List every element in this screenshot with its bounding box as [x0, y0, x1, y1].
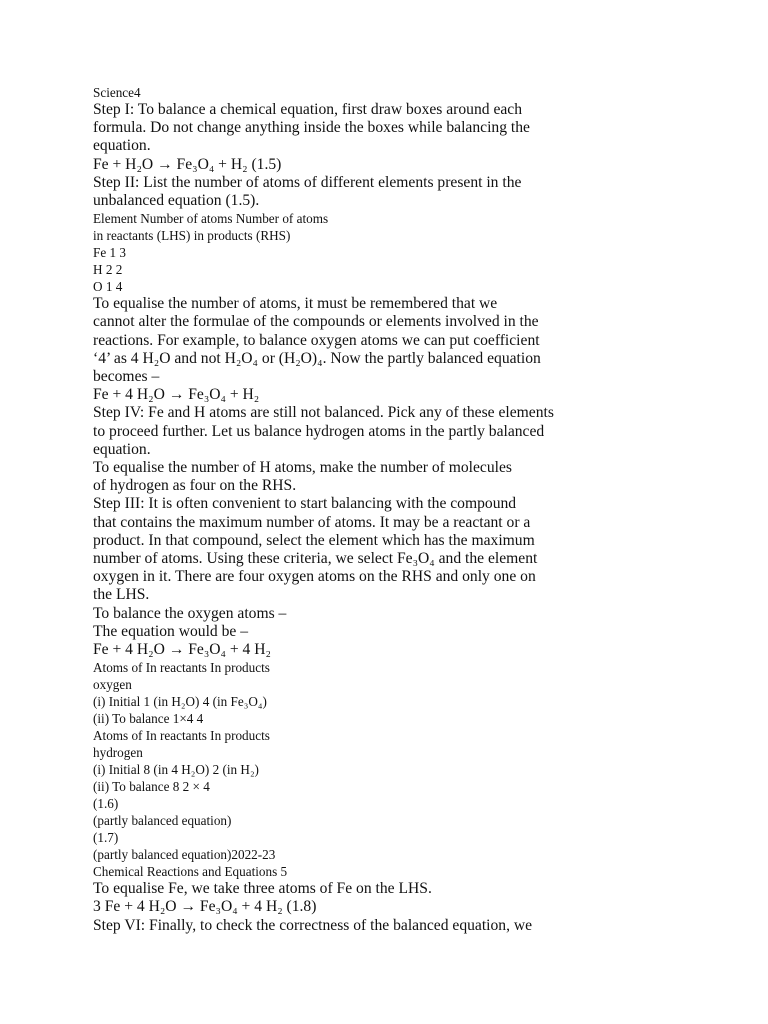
text-line: to proceed further. Let us balance hydrogen atoms in the partly balanced: [93, 422, 545, 440]
text-line: in reactants (LHS) in products (RHS): [93, 228, 291, 244]
text-line: Atoms of In reactants In products: [93, 728, 270, 744]
text-line: (i) Initial 8 (in 4 H₂O) 2 (in H₂): [93, 762, 259, 778]
text-line: The equation would be –: [93, 622, 249, 640]
text-line: (ii) To balance 8 2 × 4: [93, 779, 210, 795]
text-line: that contains the maximum number of atoms. It may be a reactant or a: [93, 513, 531, 531]
document-page: [93, 84, 763, 935]
page-header: Science4: [93, 85, 141, 100]
text-line: (1.7): [93, 830, 119, 846]
text-line: To balance the oxygen atoms –: [93, 604, 287, 622]
text-line: Element Number of atoms Number of atoms: [93, 211, 329, 227]
text-line: of hydrogen as four on the RHS.: [93, 477, 297, 495]
text-line: product. In that compound, select the element which has the maximum: [93, 531, 535, 549]
text-line: equation.: [93, 440, 151, 458]
text-line: To equalise Fe, we take three atoms of Fe on the LHS.: [93, 880, 432, 898]
text-line: Fe + H₂O → Fe₃O₄ + H₂ (1.5): [93, 155, 282, 173]
text-line: H 2 2: [93, 262, 123, 278]
text-line: Chemical Reactions and Equations 5: [93, 864, 288, 880]
text-line: Fe 1 3: [93, 245, 126, 261]
text-line: oxygen in it. There are four oxygen atoms on the RHS and only one on: [93, 568, 536, 586]
text-line: Fe + 4 H₂O → Fe₃O₄ + 4 H₂: [93, 641, 271, 659]
text-line: Fe + 4 H₂O → Fe₃O₄ + H₂: [93, 386, 260, 404]
text-line: reactions. For example, to balance oxygen atoms we can put coefficient: [93, 331, 540, 349]
text-line: To equalise the number of H atoms, make the number of molecules: [93, 459, 512, 477]
text-line: Step I: To balance a chemical equation, first draw boxes around each: [93, 101, 523, 118]
text-line: (i) Initial 1 (in H₂O) 4 (in Fe₃O₄): [93, 694, 267, 710]
text-line: Step IV: Fe and H atoms are still not balanced. Pick any of these elements: [93, 404, 554, 422]
text-line: equation.: [93, 137, 151, 155]
text-line: Step VI: Finally, to check the correctness of the balanced equation, we: [93, 916, 533, 934]
text-line: Step II: List the number of atoms of different elements present in the: [93, 173, 522, 191]
text-line: becomes –: [93, 368, 160, 386]
text-line: hydrogen: [93, 745, 143, 761]
text-line: O 1 4: [93, 279, 123, 295]
text-line: (partly balanced equation): [93, 813, 232, 829]
text-line: formula. Do not change anything inside the boxes while balancing the: [93, 119, 530, 137]
text-line: (partly balanced equation)2022-23: [93, 847, 276, 863]
text-line: ‘4’ as 4 H₂O and not H₂O₄ or (H₂O)₄. Now the partly balanced equation: [93, 349, 541, 367]
text-line: oxygen: [93, 677, 132, 693]
text-line: (1.6): [93, 796, 119, 812]
text-line: Atoms of In reactants In products: [93, 660, 270, 676]
text-line: number of atoms. Using these criteria, we select Fe₃O₄ and the element: [93, 550, 538, 568]
text-line: cannot alter the formulae of the compounds or elements involved in the: [93, 313, 539, 331]
text-line: the LHS.: [93, 586, 150, 604]
text-line: (ii) To balance 1×4 4: [93, 711, 204, 727]
text-line: 3 Fe + 4 H₂O → Fe₃O₄ + 4 H₂ (1.8): [93, 898, 317, 916]
text-line: To equalise the number of atoms, it must be remembered that we: [93, 295, 498, 313]
text-line: unbalanced equation (1.5).: [93, 192, 260, 210]
text-line: Step III: It is often convenient to start balancing with the compound: [93, 495, 517, 513]
